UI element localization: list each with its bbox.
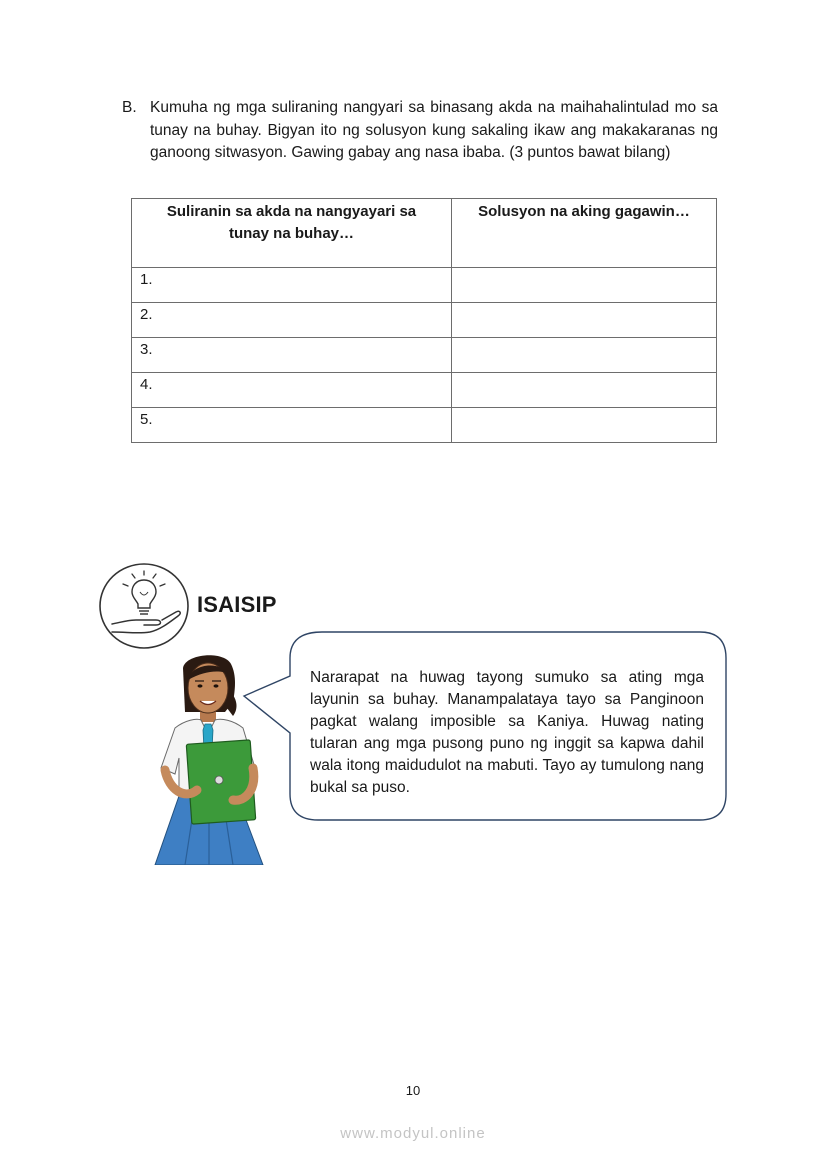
instruction-block (122, 97, 718, 165)
answer-cell[interactable] (452, 338, 717, 373)
row-number: 5. (132, 408, 452, 443)
student-illustration (145, 650, 275, 865)
row-number: 2. (132, 303, 452, 338)
table-row (132, 373, 717, 408)
table-row (132, 268, 717, 303)
answer-cell[interactable] (452, 268, 717, 303)
header-problem: Suliranin sa akda na nangyayari sa tunay na buhay… (132, 199, 452, 268)
answer-cell[interactable] (452, 408, 717, 443)
row-number: 4. (132, 373, 452, 408)
table-row (132, 303, 717, 338)
answer-table (131, 198, 717, 443)
table-header-row (132, 199, 717, 268)
answer-cell[interactable] (452, 303, 717, 338)
answer-cell[interactable] (452, 373, 717, 408)
table-row (132, 408, 717, 443)
bubble-text: Nararapat na huwag tayong sumuko sa ating mga layunin sa buhay. Manampalataya tayo sa Panginoon pagkat walang imposible sa Kaniya. Huwag nating tularan ang mga pusong puno ng inggit sa kapwa dahil wala itong maidudulot na mabuti. Tayo ay tumulong nang bukal sa puso. (310, 669, 704, 796)
lightbulb-hand-icon (98, 562, 190, 650)
watermark: www.modyul.online (340, 1125, 486, 1142)
section-title: ISAISIP (197, 592, 277, 617)
table-row (132, 338, 717, 373)
row-number: 1. (132, 268, 452, 303)
instruction-letter: B. (122, 99, 137, 116)
page-number: 10 (405, 1083, 421, 1098)
row-number: 3. (132, 338, 452, 373)
header-solution: Solusyon na aking gagawin… (452, 199, 717, 268)
instruction-text: Kumuha ng mga suliraning nangyari sa binasang akda na maihahalintulad mo sa tunay na buhay. Bigyan ito ng solusyon kung sakaling ikaw ang makakaranas ng ganoong sitwasyon. Gawing gabay ang nasa ibaba. (3 puntos bawat bilang) (150, 99, 718, 161)
